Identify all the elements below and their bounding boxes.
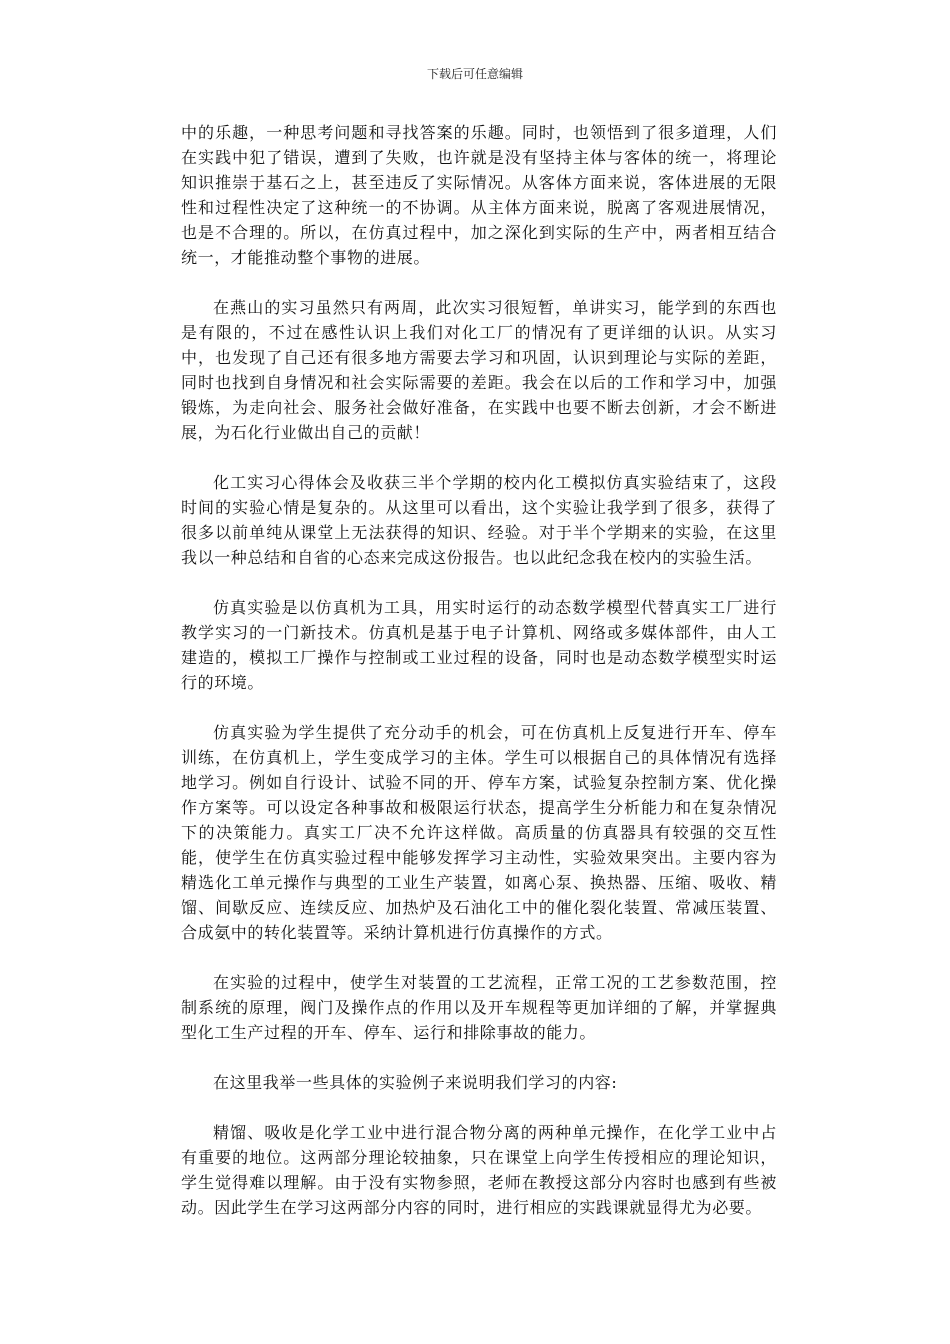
paragraph-8: 精馏、吸收是化学工业中进行混合物分离的两种单元操作，在化学工业中占有重要的地位。这两部分理论较抽象，只在课堂上向学生传授相应的理论知识，学生觉得难以理解。由于没有实物参照，老师在教授这部分内容时也感到有些被动。因此学生在学习这两部分内容的同时，进行相应的实践课就显得尤为必要。 (181, 1123, 777, 1217)
paragraph-4: 仿真实验是以仿真机为工具，用实时运行的动态数学模型代替真实工厂进行教学实习的一门新技术。仿真机是基于电子计算机、网络或多媒体部件，由人工建造的，模拟工厂操作与控制或工业过程的设备，同时也是动态数学模型实时运行的环境。 (181, 598, 777, 692)
document-body (181, 120, 777, 1245)
paragraph-7: 在这里我举一些具体的实验例子来说明我们学习的内容: (213, 1073, 618, 1092)
paragraph-2: 在燕山的实习虽然只有两周，此次实习很短暂，单讲实习，能学到的东西也是有限的，不过在感性认识上我们对化工厂的情况有了更详细的认识。从实习中，也发现了自己还有很多地方需要去学习和巩固，认识到理论与实际的差距，同时也找到自身情况和社会实际需要的差距。我会在以后的工作和学习中，加强锻炼，为走向社会、服务社会做好准备，在实践中也要不断去创新，才会不断进展，为石化行业做出自己的贡献！ (181, 298, 777, 442)
paragraph-5: 仿真实验为学生提供了充分动手的机会，可在仿真机上反复进行开车、停车训练，在仿真机上，学生变成学习的主体。学生可以根据自己的具体情况有选择地学习。例如自行设计、试验不同的开、停车方案，试验复杂控制方案、优化操作方案等。可以设定各种事故和极限运行状态，提高学生分析能力和在复杂情况下的决策能力。真实工厂决不允许这样做。高质量的仿真器具有较强的交互性能，使学生在仿真实验过程中能够发挥学习主动性，实验效果突出。主要内容为精选化工单元操作与典型的工业生产装置，如离心泵、换热器、压缩、吸收、精馏、间歇反应、连续反应、加热炉及石油化工中的催化裂化装置、常减压装置、合成氨中的转化装置等。采纳计算机进行仿真操作的方式。 (181, 723, 777, 942)
page-header: 下载后可任意编辑 (426, 67, 523, 81)
paragraph-3: 化工实习心得体会及收获三半个学期的校内化工模拟仿真实验结束了，这段时间的实验心情是复杂的。从这里可以看出，这个实验让我学到了很多，获得了很多以前单纯从课堂上无法获得的知识、经验。对于半个学期来的实验，在这里我以一种总结和自省的心态来完成这份报告。也以此纪念我在校内的实验生活。 (181, 473, 777, 567)
paragraph-6: 在实验的过程中，使学生对装置的工艺流程，正常工况的工艺参数范围，控制系统的原理，阀门及操作点的作用以及开车规程等更加详细的了解，并掌握典型化工生产过程的开车、停车、运行和排除事故的能力。 (181, 973, 777, 1042)
paragraph-1: 中的乐趣，一种思考问题和寻找答案的乐趣。同时，也领悟到了很多道理，人们在实践中犯了错误，遭到了失败，也许就是没有坚持主体与客体的统一，将理论知识推崇于基石之上，甚至违反了实际情况。从客体方面来说，客体进展的无限性和过程性决定了这种统一的不协调。从主体方面来说，脱离了客观进展情况，也是不合理的。所以，在仿真过程中，加之深化到实际的生产中，两者相互结合统一，才能推动整个事物的进展。 (181, 123, 777, 267)
